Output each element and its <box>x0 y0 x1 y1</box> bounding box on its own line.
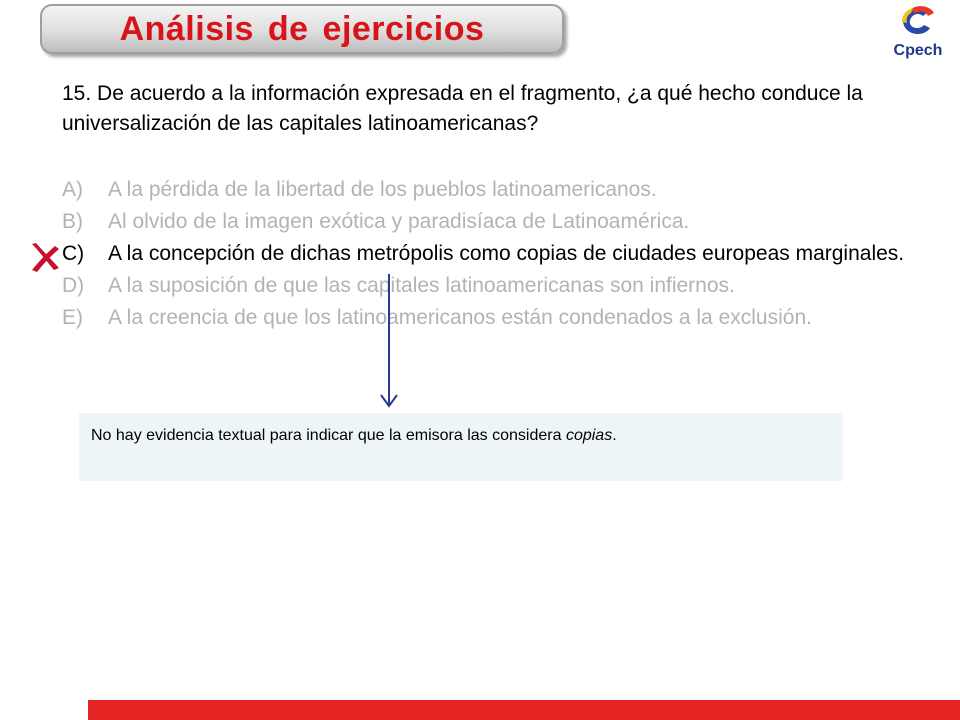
option-c[interactable] <box>62 238 942 270</box>
question-text: 15. De acuerdo a la información expresada en el fragmento, ¿a qué hecho conduce la universalización de las capitales latinoamericanas? <box>62 82 863 135</box>
option-text: A la pérdida de la libertad de los pueblos latinoamericanos. <box>108 178 657 201</box>
option-letter: B) <box>62 210 83 233</box>
option-letter: C) <box>62 242 85 265</box>
option-a[interactable] <box>62 174 942 206</box>
feedback-end: . <box>612 427 617 444</box>
option-letter: D) <box>62 274 85 297</box>
logo-text: Cpech <box>893 42 943 59</box>
option-letter: A) <box>62 178 83 201</box>
feedback-text: No hay evidencia textual para indicar que la emisora las considera <box>91 427 566 444</box>
option-text: A la creencia de que los latinoamericanos están condenados a la exclusión. <box>108 306 812 329</box>
answer-options <box>62 174 942 334</box>
option-letter: E) <box>62 306 83 329</box>
option-text: A la suposición de que las capitales latinoamericanas son infiernos. <box>108 274 735 297</box>
option-b[interactable] <box>62 206 942 238</box>
bottom-bar <box>88 700 960 720</box>
page-title: Análisis de ejercicios <box>119 9 485 48</box>
option-d[interactable] <box>62 270 942 302</box>
x-mark-icon <box>28 240 62 274</box>
logo-emblem <box>880 4 956 44</box>
arrow-down-icon <box>376 274 406 410</box>
option-text: Al olvido de la imagen exótica y paradisíaca de Latinoamérica. <box>108 210 690 233</box>
option-text: A la concepción de dichas metrópolis como copias de ciudades europeas marginales. <box>108 242 905 265</box>
title-banner <box>40 4 564 54</box>
feedback-box <box>79 413 843 481</box>
feedback-emphasis: copias <box>565 427 613 444</box>
option-e[interactable] <box>62 302 942 334</box>
cpech-logo-icon <box>880 4 956 64</box>
